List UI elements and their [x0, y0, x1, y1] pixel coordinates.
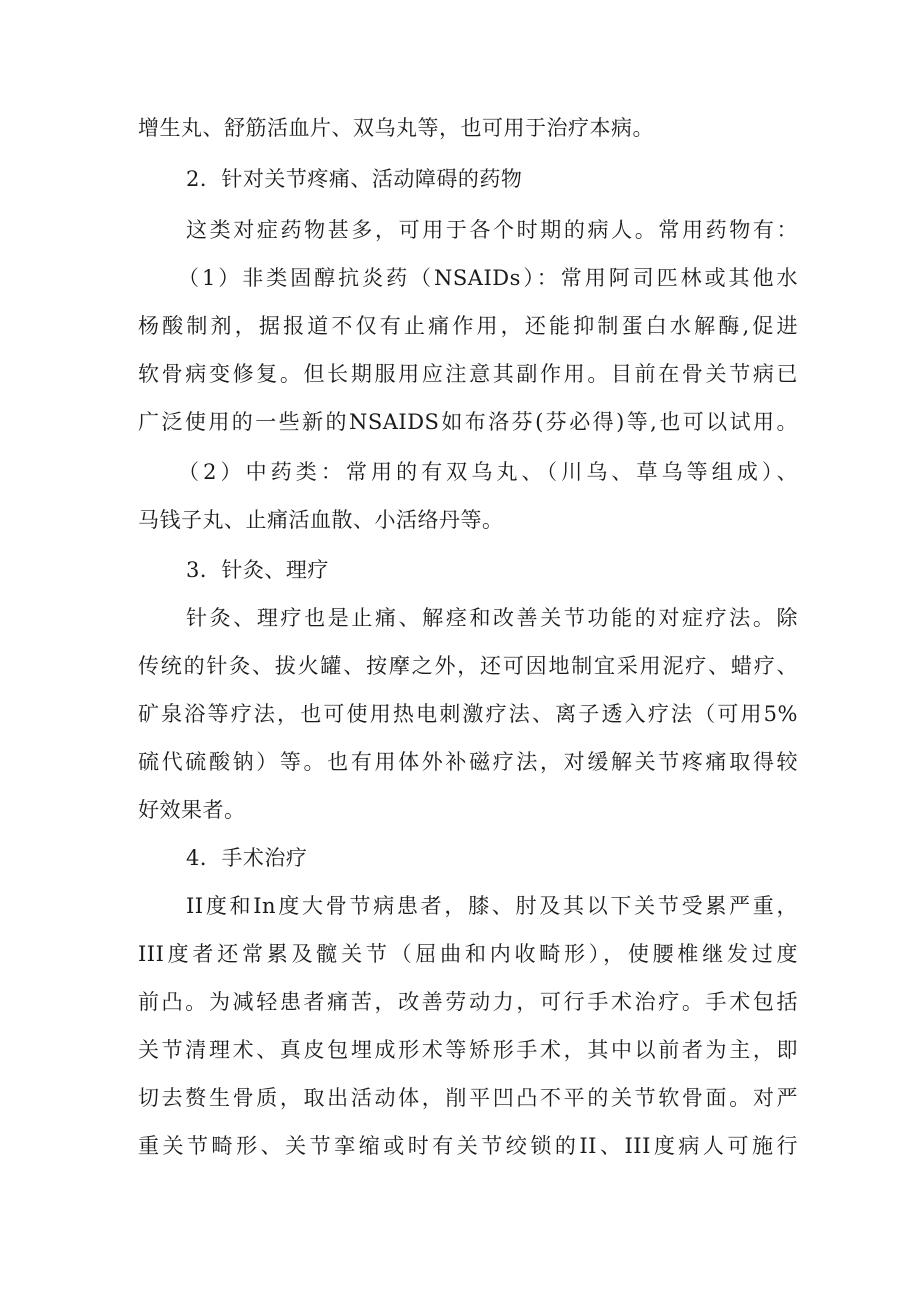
- section-heading: 3．针灸、理疗: [186, 558, 329, 582]
- paragraph-line: （1）非类固醇抗炎药（NSAIDs）：常用阿司匹林或其他水: [178, 266, 798, 290]
- paragraph-line: 软骨病变修复。但长期服用应注意其副作用。目前在骨关节病已: [138, 362, 798, 386]
- section-heading: 2．针对关节疼痛、活动障碍的药物: [186, 167, 523, 191]
- paragraph-line: 针灸、理疗也是止痛、解痉和改善关节功能的对症疗法。除: [186, 606, 798, 630]
- paragraph-line: 关节清理术、真皮包埋成形术等矫形手术，其中以前者为主，即: [138, 1038, 798, 1062]
- paragraph-line: 重关节畸形、关节挛缩或时有关节绞锁的II、III度病人可施行: [138, 1134, 798, 1158]
- paragraph-line: 传统的针灸、拔火罐、按摩之外，还可因地制宜采用泥疗、蜡疗、: [138, 654, 798, 678]
- paragraph-line: II度和In度大骨节病患者，膝、肘及其以下关节受累严重，: [186, 894, 798, 918]
- section-heading: 4．手术治疗: [186, 846, 308, 870]
- paragraph-line: 前凸。为减轻患者痛苦，改善劳动力，可行手术治疗。手术包括: [138, 990, 798, 1014]
- paragraph-line: 广泛使用的一些新的NSAIDS如布洛芬(芬必得)等,也可以试用。: [138, 410, 798, 434]
- paragraph-line: 马钱子丸、止痛活血散、小活络丹等。: [138, 508, 504, 532]
- paragraph-line: 硫代硫酸钠）等。也有用体外补磁疗法，对缓解关节疼痛取得较: [138, 750, 798, 774]
- paragraph-line: III度者还常累及髋关节（屈曲和内收畸形），使腰椎继发过度: [138, 942, 798, 966]
- paragraph-line: 矿泉浴等疗法，也可使用热电刺激疗法、离子透入疗法（可用5%: [138, 702, 798, 726]
- paragraph-line: 增生丸、舒筋活血片、双乌丸等，也可用于治疗本病。: [138, 116, 654, 140]
- paragraph-line: 杨酸制剂，据报道不仅有止痛作用，还能抑制蛋白水解酶,促进: [138, 314, 798, 338]
- paragraph-line: 这类对症药物甚多，可用于各个时期的病人。常用药物有：: [186, 218, 798, 242]
- paragraph-line: 好效果者。: [138, 798, 246, 822]
- paragraph-line: 切去赘生骨质，取出活动体，削平凹凸不平的关节软骨面。对严: [138, 1086, 798, 1110]
- paragraph-line: （2）中药类：常用的有双乌丸、（川乌、草乌等组成）、: [178, 460, 798, 484]
